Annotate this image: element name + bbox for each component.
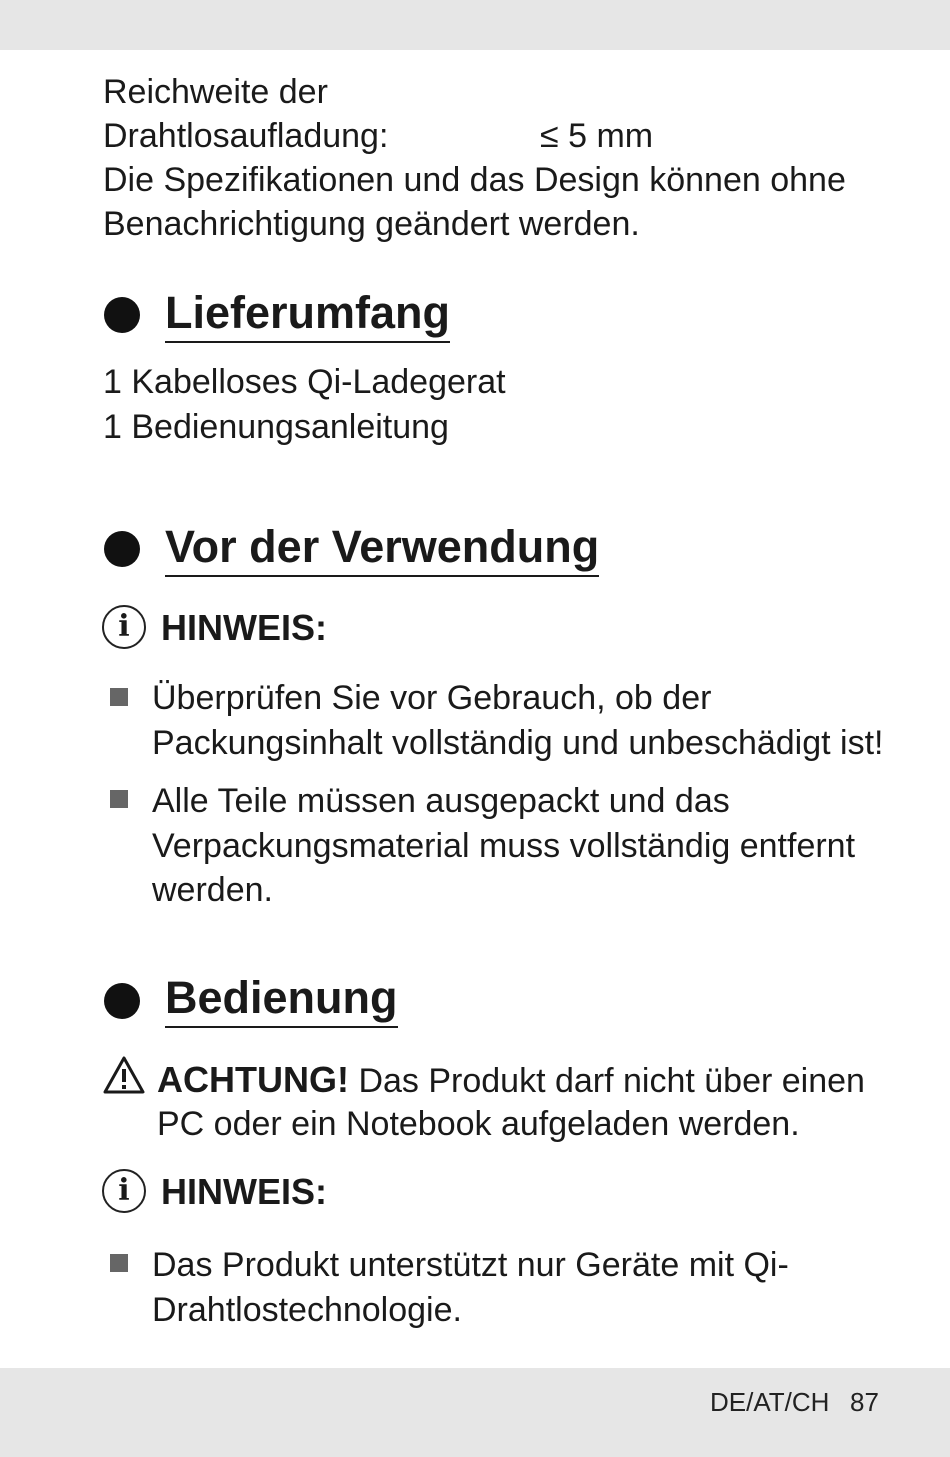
section-title-before-use: Vor der Verwendung	[165, 519, 599, 577]
scope-item: 1 Bedienungsanleitung	[103, 408, 449, 446]
page-number: 87	[850, 1387, 879, 1417]
bullet-line: Drahtlostechnologie.	[152, 1291, 462, 1329]
range-value: ≤ 5 mm	[540, 117, 654, 155]
warning-line2: PC oder ein Notebook aufgeladen werden.	[157, 1105, 800, 1143]
spec-notice-line1: Die Spezifikationen und das Design können ohne	[103, 161, 846, 199]
warning-triangle-icon	[102, 1055, 146, 1095]
warning-label: ACHTUNG!	[157, 1059, 349, 1100]
bullet-line: Überprüfen Sie vor Gebrauch, ob der	[152, 679, 712, 717]
bullet-line: Packungsinhalt vollständig und unbeschädigt ist!	[152, 724, 884, 762]
footer-region: DE/AT/CH	[710, 1387, 830, 1417]
bullet-line: werden.	[152, 871, 273, 909]
scope-item: 1 Kabelloses Qi-Ladegerat	[103, 363, 506, 401]
bullet-line: Verpackungsmaterial muss vollständig entfernt	[152, 827, 856, 865]
list-bullet-icon	[110, 1254, 128, 1272]
warning-text: Das Produkt darf nicht über einen	[358, 1062, 865, 1100]
range-label-line1: Reichweite der	[103, 73, 328, 111]
section-title-operation: Bedienung	[165, 970, 398, 1028]
hint-label: HINWEIS:	[161, 1171, 327, 1212]
section-bullet-icon	[104, 983, 140, 1019]
info-icon: i	[102, 605, 146, 649]
section-bullet-icon	[104, 297, 140, 333]
top-band	[0, 0, 950, 50]
range-label-line2: Drahtlosaufladung:	[103, 117, 389, 155]
info-icon: i	[102, 1169, 146, 1213]
warning-line1	[157, 1058, 865, 1103]
spec-notice-line2: Benachrichtigung geändert werden.	[103, 205, 640, 243]
section-bullet-icon	[104, 531, 140, 567]
bullet-line: Das Produkt unterstützt nur Geräte mit Qi-	[152, 1246, 789, 1284]
list-bullet-icon	[110, 790, 128, 808]
hint-label: HINWEIS:	[161, 607, 327, 648]
section-title-scope: Lieferumfang	[165, 285, 450, 343]
list-bullet-icon	[110, 688, 128, 706]
bullet-line: Alle Teile müssen ausgepackt und das	[152, 782, 730, 820]
